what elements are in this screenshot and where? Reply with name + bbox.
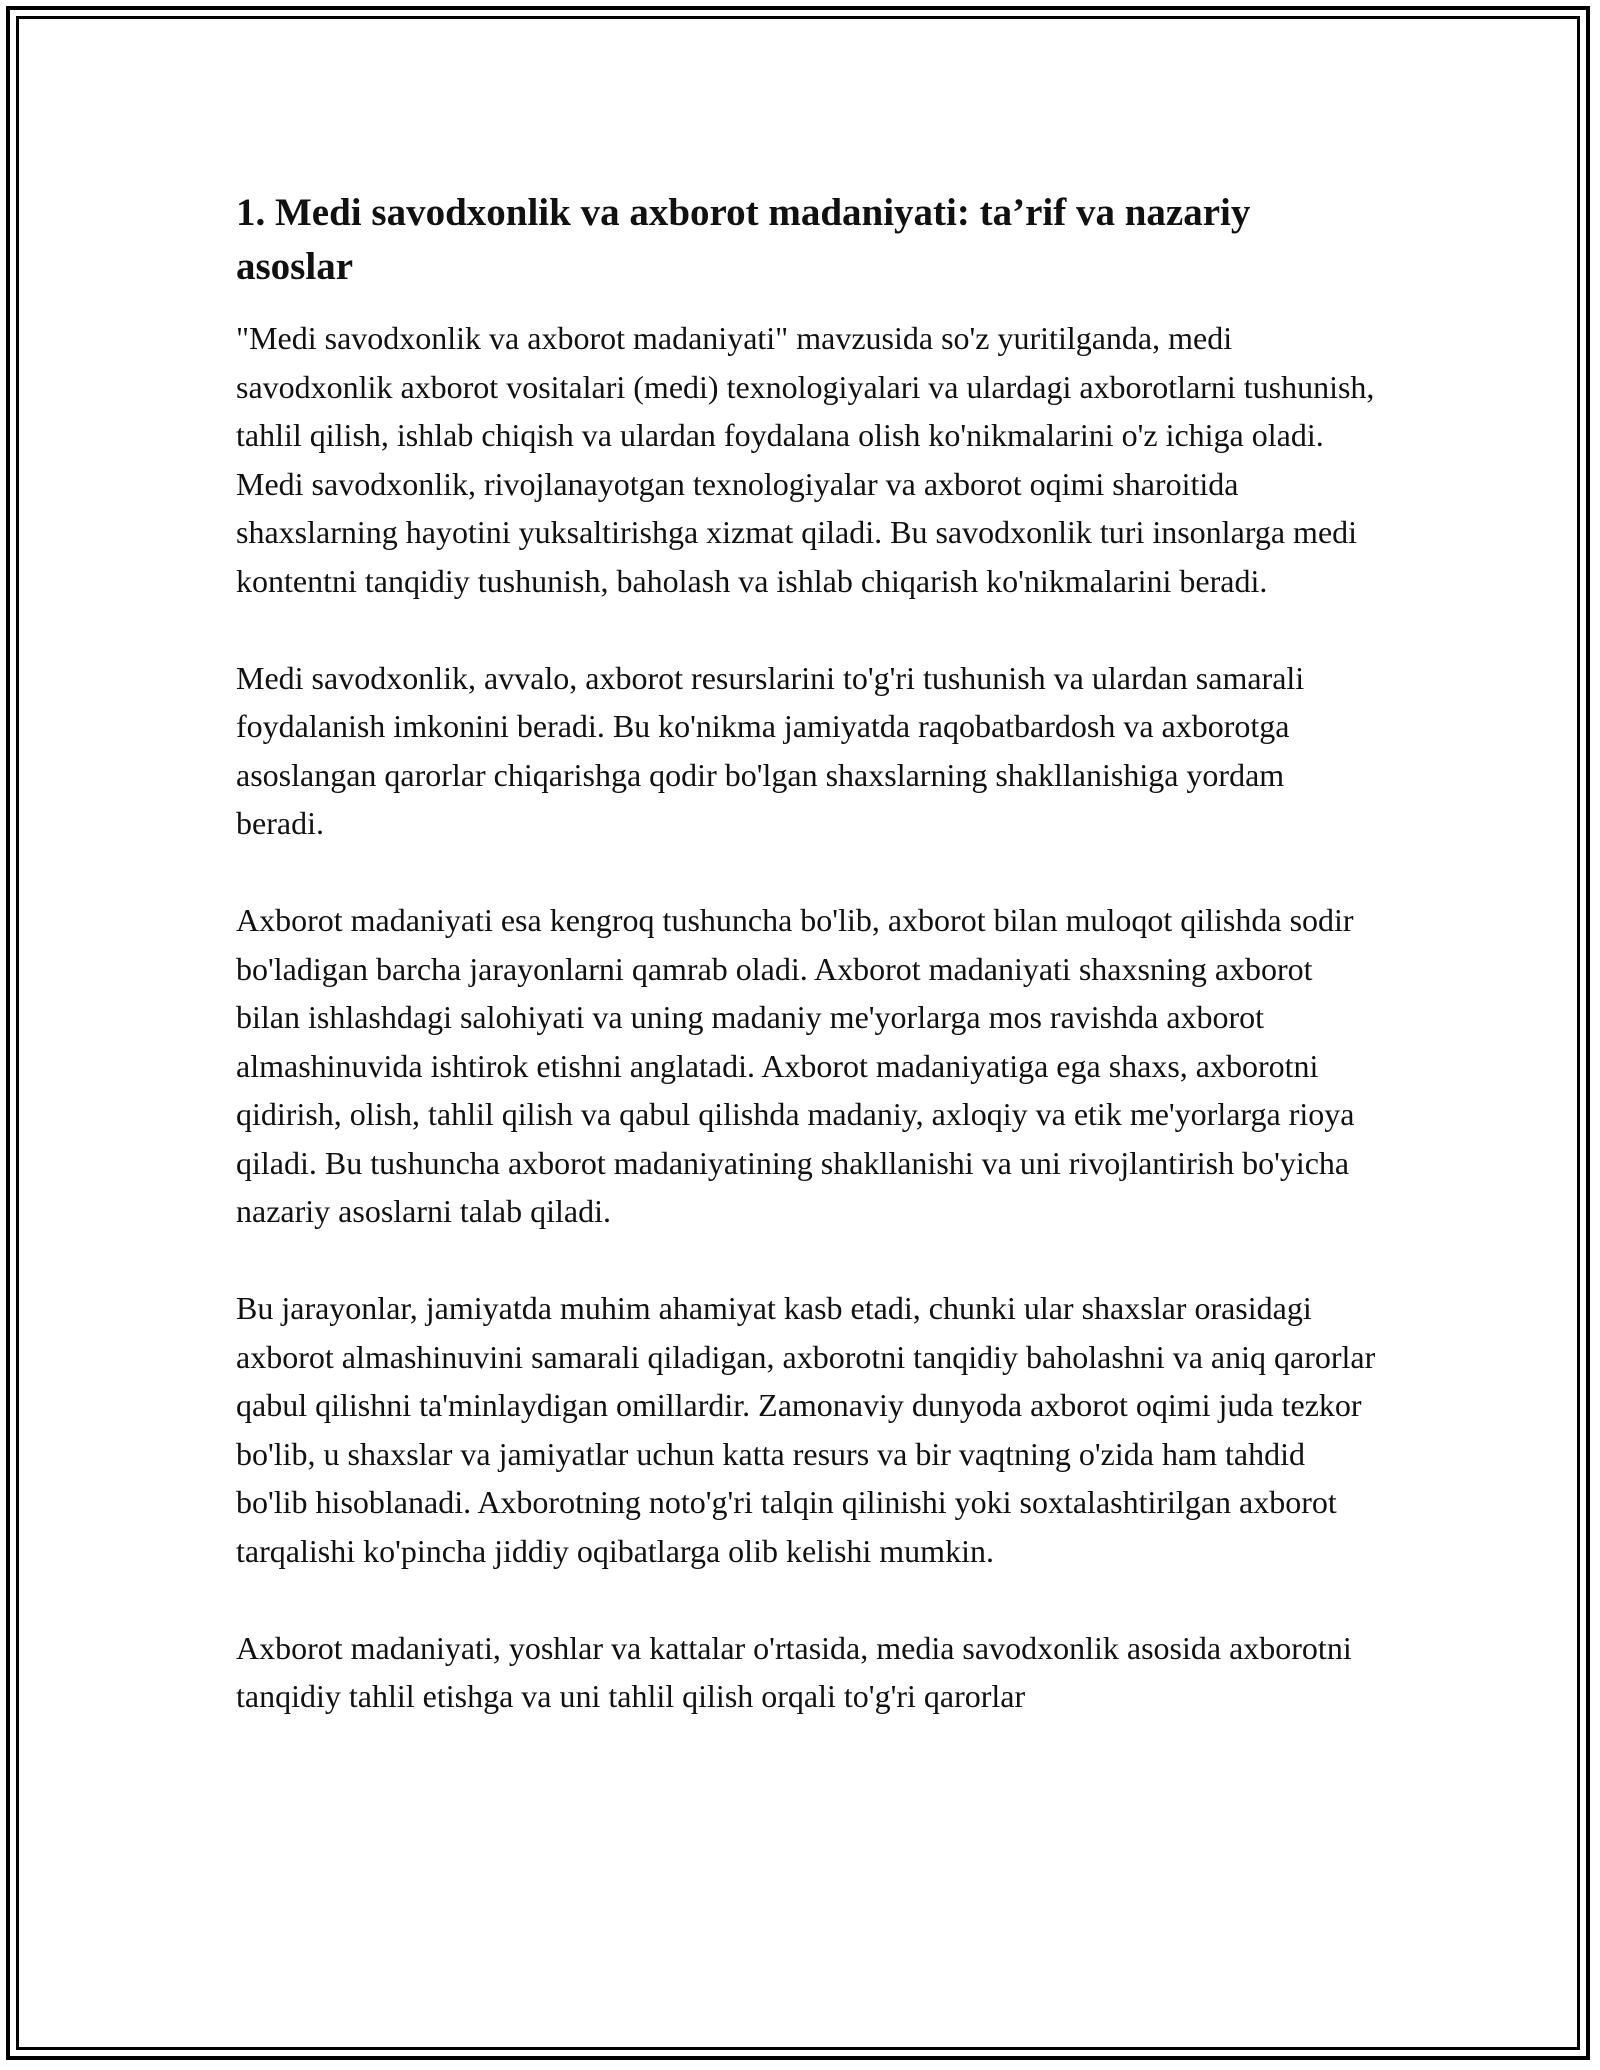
document-body — [236, 186, 1376, 1769]
paragraph-5: Axborot madaniyati, yoshlar va kattalar o'rtasida, media savodxonlik asosida axborotni tanqidiy tahlil etishga va uni tahlil qilish orqali to'g'ri qarorlar — [236, 1629, 1352, 1714]
paragraph-3: Axborot madaniyati esa kengroq tushuncha bo'lib, axborot bilan muloqot qilishda sodir bo'ladigan barcha jarayonlarni qamrab oladi. Axborot madaniyati shaxsning axborot bilan ishlashdagi salohiyati va uning madaniy me'yorlarga mos ravishda axborot almashinuvida ishtirok etishni anglatadi. Axborot madaniyatiga ega shaxs, axborotni qidirish, olish, tahlil qilish va qabul qilishda madaniy, axloqiy va etik me'yorlarga rioya qiladi. Bu tushuncha axborot madaniyatining shakllanishi va uni rivojlantirish bo'yicha nazariy asoslarni talab qiladi. — [236, 902, 1355, 1229]
paragraph-4: Bu jarayonlar, jamiyatda muhim ahamiyat kasb etadi, chunki ular shaxslar orasidagi axborot almashinuvini samarali qiladigan, axborotni tanqidiy baholashni va aniq qarorlar qabul qilishni ta'minlaydigan omillardir. Zamonaviy dunyoda axborot oqimi juda tezkor bo'lib, u shaxslar va jamiyatlar uchun katta resurs va bir vaqtning o'zida ham tahdid bo'lib hisoblanadi. Axborotning noto'g'ri talqin qilinishi yoki soxtalashtirilgan axborot tarqalishi ko'pincha jiddiy oqibatlarga olib kelishi mumkin. — [236, 1290, 1376, 1569]
paragraph-2: Medi savodxonlik, avvalo, axborot resurslarini to'g'ri tushunish va ulardan samarali foydalanish imkonini beradi. Bu ko'nikma jamiyatda raqobatbardosh va axborotga asoslangan qarorlar chiqarishga qodir bo'lgan shaxslarning shakllanishiga yordam beradi. — [236, 659, 1305, 841]
section-heading: 1. Medi savodxonlik va axborot madaniyati: ta’rif va nazariy asoslar — [236, 191, 1251, 288]
paragraph-1: "Medi savodxonlik va axborot madaniyati" mavzusida so'z yuritilganda, medi savodxonlik axborot vositalari (medi) texnologiyalari va ulardagi axborotlarni tushunish, tahlil qilish, ishlab chiqish va ulardan foydalana olish ko'nikmalarini o'z ichiga oladi. Medi savodxonlik, rivojlanayotgan texnologiyalar va axborot oqimi sharoitida shaxslarning hayotini yuksaltirishga xizmat qiladi. Bu savodxonlik turi insonlarga medi kontentni tanqidiy tushunish, baholash va ishlab chiqarish ko'nikmalarini beradi. — [236, 320, 1375, 599]
